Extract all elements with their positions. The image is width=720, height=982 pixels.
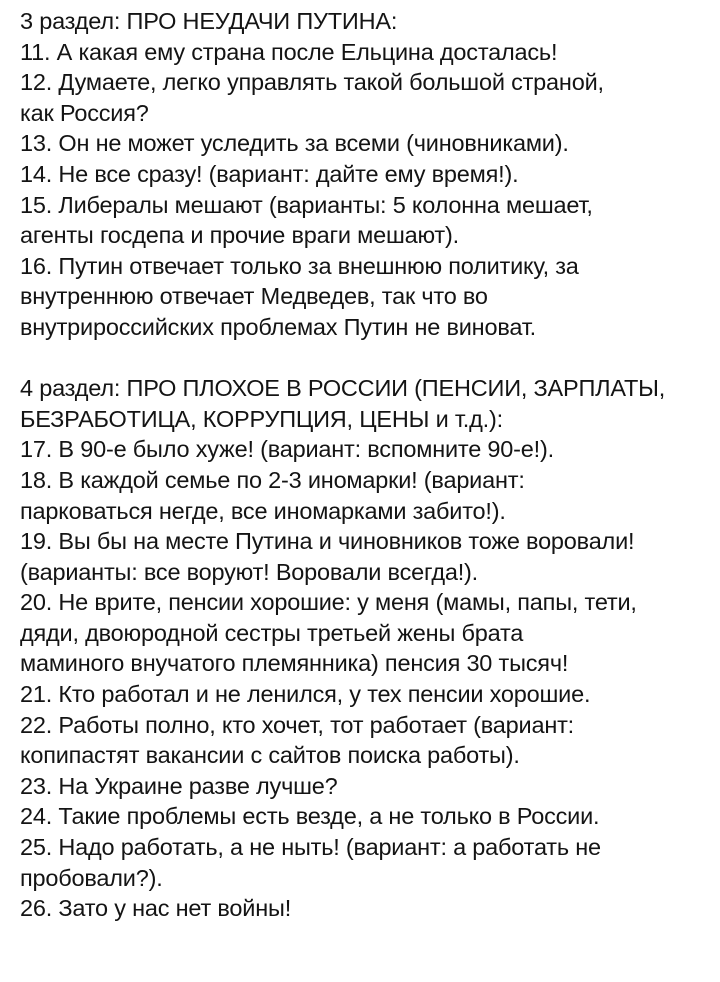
item-line: 21. Кто работал и не ленился, у тех пенсии хорошие.	[20, 681, 591, 708]
item-line: агенты госдепа и прочие враги мешают).	[20, 222, 459, 249]
item-line: 15. Либералы мешают (варианты: 5 колонна мешает,	[20, 191, 593, 218]
item-line: 18. В каждой семье по 2-3 иномарки! (вариант:	[20, 466, 525, 493]
list-item	[20, 251, 710, 343]
item-line: дяди, двоюродной сестры третьей жены брата	[20, 619, 524, 646]
section-heading: 3 раздел: ПРО НЕУДАЧИ ПУТИНА:	[20, 8, 398, 34]
item-line: 26. Зато у нас нет войны!	[20, 895, 292, 922]
list-item	[20, 801, 710, 832]
item-line: 23. На Украине разве лучше?	[20, 772, 338, 799]
list-item	[20, 465, 710, 526]
item-line: копипастят вакансии с сайтов поиска работы).	[20, 742, 520, 769]
item-line: как Россия?	[20, 99, 149, 126]
list-item	[20, 67, 710, 128]
item-line: 13. Он не может уследить за всеми (чиновниками).	[20, 130, 569, 157]
section-4	[20, 373, 710, 924]
list-item	[20, 128, 710, 159]
item-line: 25. Надо работать, а не ныть! (вариант: а работать не	[20, 834, 601, 861]
item-line: 20. Не врите, пенсии хорошие: у меня (мамы, папы, тети,	[20, 589, 637, 616]
list-item	[20, 710, 710, 771]
item-line: парковаться негде, все иномарками забито!).	[20, 497, 506, 524]
list-item	[20, 771, 710, 802]
item-line: 19. Вы бы на месте Путина и чиновников тоже воровали!	[20, 528, 635, 555]
item-line: 24. Такие проблемы есть везде, а не только в России.	[20, 803, 600, 830]
list-item	[20, 159, 710, 190]
item-line: 16. Путин отвечает только за внешнюю политику, за	[20, 252, 579, 279]
item-line: внутреннюю отвечает Медведев, так что во	[20, 283, 488, 310]
list-item	[20, 526, 710, 587]
item-line: 12. Думаете, легко управлять такой большой страной,	[20, 69, 604, 96]
item-line: 22. Работы полно, кто хочет, тот работает (вариант:	[20, 711, 574, 738]
section-3	[20, 6, 710, 343]
list-item	[20, 893, 710, 924]
list-item	[20, 434, 710, 465]
item-line: пробовали?).	[20, 864, 163, 891]
list-item	[20, 190, 710, 251]
item-line: внутрироссийских проблемах Путин не виноват.	[20, 313, 536, 340]
list-item	[20, 832, 710, 893]
item-line: маминого внучатого племянника) пенсия 30 тысяч!	[20, 650, 569, 677]
item-line: 14. Не все сразу! (вариант: дайте ему время!).	[20, 160, 519, 187]
list-item	[20, 587, 710, 679]
list-item	[20, 679, 710, 710]
section-heading: 4 раздел: ПРО ПЛОХОЕ В РОССИИ (ПЕНСИИ, ЗАРПЛАТЫ,	[20, 375, 666, 402]
document-text	[20, 6, 710, 924]
item-line: (варианты: все воруют! Воровали всегда!).	[20, 558, 478, 585]
section-heading: БЕЗРАБОТИЦА, КОРРУПЦИЯ, ЦЕНЫ и т.д.):	[20, 405, 503, 432]
list-item	[20, 37, 710, 68]
item-line: 17. В 90-е было хуже! (вариант: вспомните 90-е!).	[20, 436, 554, 463]
item-line: 11. А какая ему страна после Ельцина досталась!	[20, 38, 558, 65]
